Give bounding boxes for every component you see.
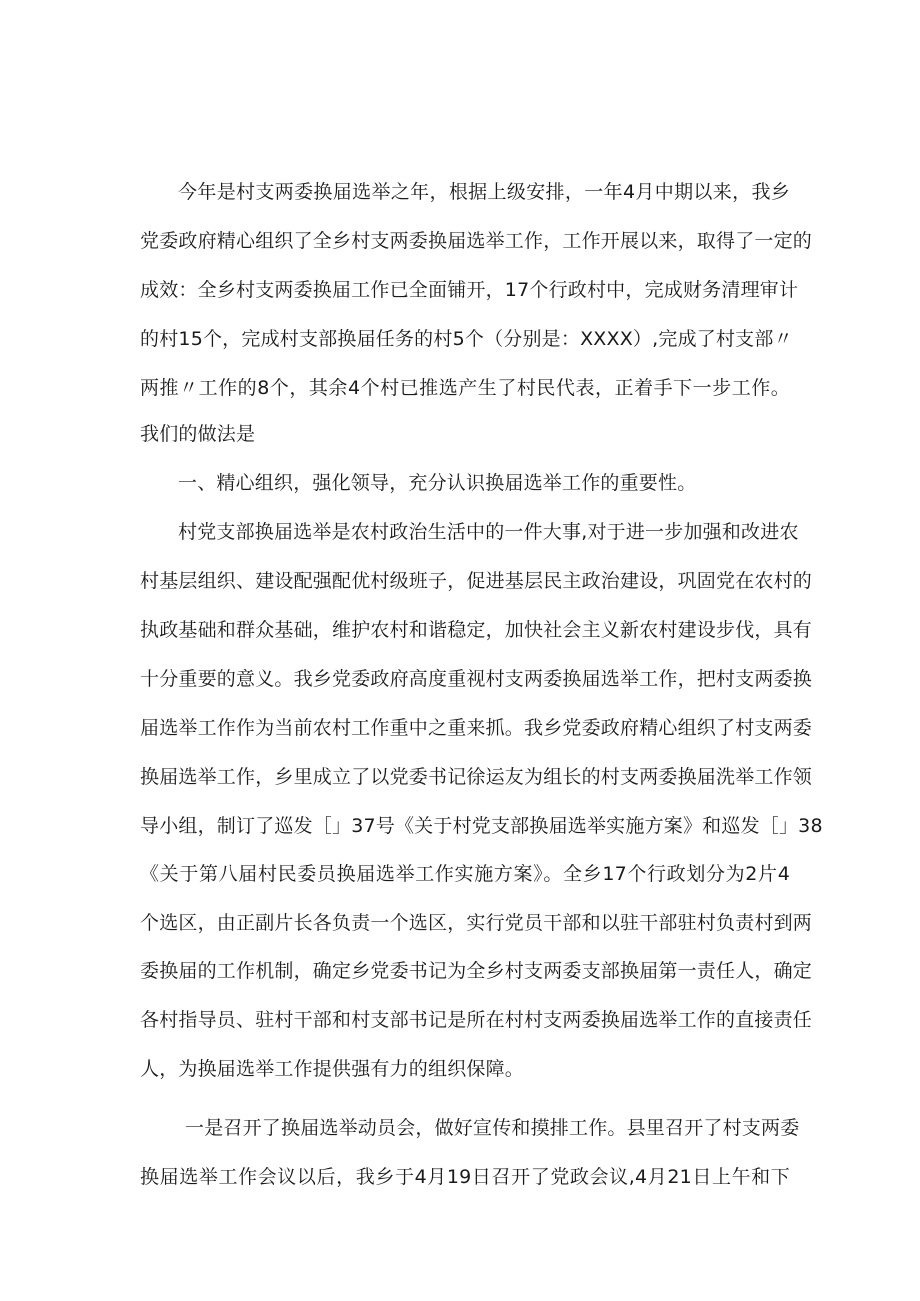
intro-line-6: 我们的做法是	[140, 423, 256, 445]
intro-line-1: 今年是村支两委换届选举之年，根据上级安排，一年4月中期以来，我乡	[178, 181, 790, 203]
body-2-line-2: 换届选举工作会议以后，我乡于4月19日召开了党政会议,4月21日上午和下	[140, 1166, 790, 1188]
body-1-line-1: 村党支部换届选举是农村政治生活中的一件大事,对于进一步加强和改进农	[178, 521, 799, 543]
intro-line-3: 成效：全乡村支两委换届工作已全面铺开，17个行政村中，完成财务清理审计	[140, 279, 799, 301]
body-2-line-1: 一是召开了换届选举动员会，做好宣传和摸排工作。县里召开了村支两委	[185, 1117, 800, 1139]
body-1-line-11: 各村指导员、驻村干部和村支部书记是所在村村支两委换届选举工作的直接责任	[140, 1009, 813, 1031]
body-1-line-7: 导小组，制订了巡发［」37号《关于村党支部换届选举实施方案》和巡发［」38	[140, 815, 823, 837]
body-1-line-4: 十分重要的意义。我乡党委政府高度重视村支两委换届选举工作，把村支两委换	[140, 668, 813, 690]
section-heading-1: 一、精心组织，强化领导，充分认识换届选举工作的重要性。	[178, 472, 697, 494]
body-1-line-12: 人，为换届选举工作提供强有力的组织保障。	[140, 1058, 525, 1080]
intro-line-2: 党委政府精心组织了全乡村支两委换届选举工作，工作开展以来，取得了一定的	[140, 230, 813, 252]
body-1-line-8: 《关于第八届村民委员换届选举工作实施方案》。全乡17个行政划分为2片4	[140, 863, 790, 885]
body-1-line-5: 届选举工作作为当前农村工作重中之重来抓。我乡党委政府精心组织了村支两委	[140, 717, 813, 739]
body-1-line-6: 换届选举工作，乡里成立了以党委书记徐运友为组长的村支两委换届洗举工作领	[140, 766, 813, 788]
body-1-line-9: 个选区，由正副片长各负责一个选区，实行党员干部和以驻干部驻村负责村到两	[140, 912, 813, 934]
intro-line-4: 的村15个，完成村支部换届任务的村5个（分别是：XXXX）,完成了村支部〃	[140, 328, 793, 350]
body-1-line-10: 委换届的工作机制，确定乡党委书记为全乡村支两委支部换届第一责任人，确定	[140, 960, 813, 982]
intro-line-5: 两推〃工作的8个，其余4个村已推选产生了村民代表，正着手下一步工作。	[140, 377, 790, 399]
body-1-line-3: 执政基础和群众基础，维护农村和谐稳定，加快社会主义新农村建设步伐，具有	[140, 619, 813, 641]
body-1-line-2: 村基层组织、建设配强配优村级班子，促进基层民主政治建设，巩固党在农村的	[140, 570, 813, 592]
